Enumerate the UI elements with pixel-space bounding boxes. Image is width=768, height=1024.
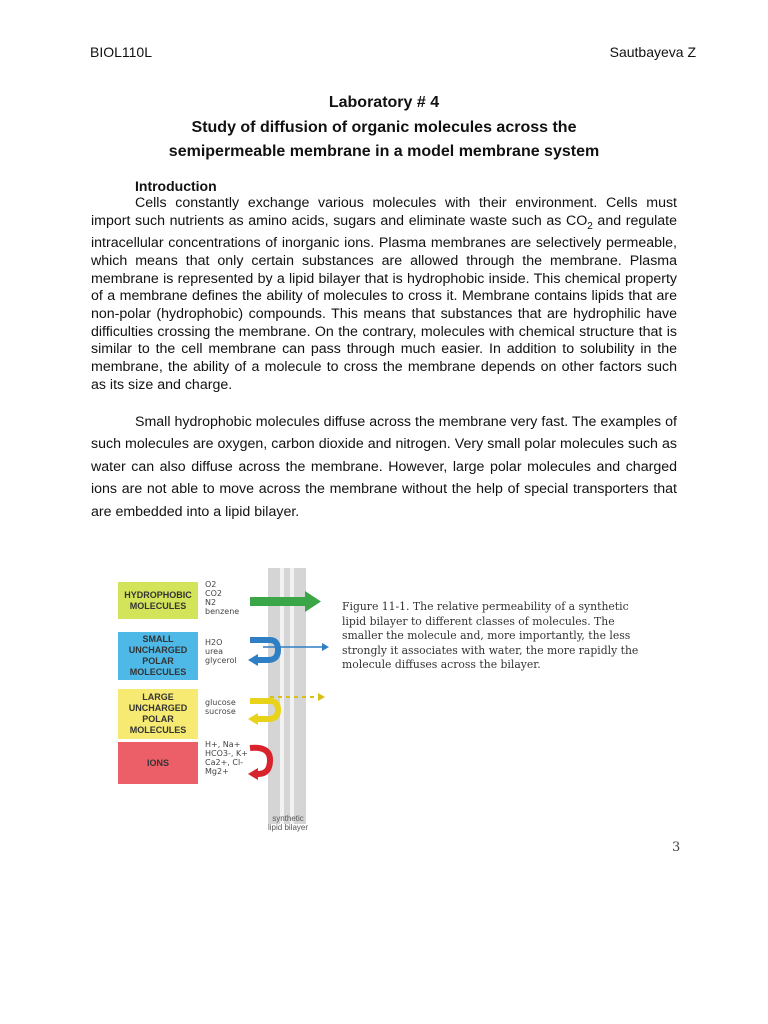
large-polar-molecule-list xyxy=(205,698,236,716)
molecule-glucose: glucose xyxy=(205,698,236,707)
section-heading-introduction: Introduction xyxy=(135,178,217,194)
category-hydrophobic: HYDROPHOBIC MOLECULES xyxy=(118,582,198,619)
category-ions: IONS xyxy=(118,742,198,784)
molecule-h2o: H2O xyxy=(205,638,223,647)
figure-caption: Figure 11-1. The relative permeability of a synthetic lipid bilayer to different classes of molecules. The smaller the molecule and, more importantly, the less strongly it associates with water, the more rapidly the molecule diffuses across the bilayer. xyxy=(342,600,639,671)
ions-mg: Mg2+ xyxy=(205,767,229,776)
blue-bounce-arrow-head xyxy=(248,654,258,666)
molecule-sucrose: sucrose xyxy=(205,707,236,716)
small-polar-molecule-list xyxy=(205,638,237,665)
yellow-bounce-arrow-head xyxy=(248,713,258,725)
co2-subscript: 2 xyxy=(587,220,593,232)
category-small-polar: SMALL UNCHARGED POLAR MOLECULES xyxy=(118,632,198,680)
page-number: 3 xyxy=(672,840,681,855)
lab-subtitle-line2: semipermeable membrane in a model membrane system xyxy=(168,143,600,160)
intro-p1-part-a: Cells constantly exchange various molecules with their environment. Cells must import such nutrients as amino acids, sugars and eliminate waste such as CO xyxy=(91,195,677,229)
molecule-co2: CO2 xyxy=(205,589,222,598)
red-bounce-arrow-head xyxy=(248,768,258,780)
hydrophobic-molecule-list xyxy=(205,580,239,616)
red-bounce-arrow xyxy=(250,748,270,774)
ions-hco3-k: HCO3-, K+ xyxy=(205,749,248,758)
intro-paragraph-1 xyxy=(91,195,677,395)
ions-ca-cl: Ca2+, Cl- xyxy=(205,758,244,767)
molecule-o2: O2 xyxy=(205,580,217,589)
category-large-polar: LARGE UNCHARGED POLAR MOLECULES xyxy=(118,689,198,739)
header-course: BIOL110L xyxy=(90,44,153,60)
bilayer-inner-line-right xyxy=(290,568,294,824)
molecule-benzene: benzene xyxy=(205,607,240,616)
lab-subtitle-line1: Study of diffusion of organic molecules across the xyxy=(191,119,577,136)
permeability-figure xyxy=(118,568,681,858)
blue-arrow-head xyxy=(322,643,329,651)
intro-paragraph-2: Small hydrophobic molecules diffuse across the membrane very fast. The examples of such molecules are oxygen, carbon dioxide and nitrogen. Very small polar molecules such as water can also diffuse across the membrane. However, large polar molecules and charged ions are not able to move across the membrane without the help of special transporters that are embedded into a lipid bilayer. xyxy=(91,414,677,520)
molecule-urea: urea xyxy=(205,647,224,656)
intro-p1-part-b: and regulate intracellular concentrations of inorganic ions. Plasma membranes are selectively permeable, which means that only certain substances are allowed through the membrane. Plasma membrane is represented by a lipid bilayer that is hydrophobic inside. This chemical property of a membrane defines the ability of molecules to cross it. Membrane contains lipids that are non-polar (hydrophobic) compounds. This means that substances that are hydrophilic have difficulties crossing the membrane. On the contrary, molecules with chemical structure that is similar to the cell membrane can pass through much easier. In addition to solubility in the membrane, the ability of a molecule to cross the membrane depends on other factors such as its size and charge. xyxy=(91,212,677,393)
bilayer-label: synthetic lipid bilayer xyxy=(267,814,309,832)
header-author: Sautbayeva Z xyxy=(609,44,696,60)
ions-h-na: H+, Na+ xyxy=(205,740,241,749)
yellow-arrow-head xyxy=(318,693,325,701)
green-arrow-head xyxy=(305,591,321,612)
molecule-glycerol: glycerol xyxy=(205,656,237,665)
lab-title: Laboratory # 4 xyxy=(328,94,440,111)
ion-list xyxy=(205,740,248,776)
green-arrow-shaft xyxy=(250,597,305,606)
molecule-n2: N2 xyxy=(205,598,217,607)
